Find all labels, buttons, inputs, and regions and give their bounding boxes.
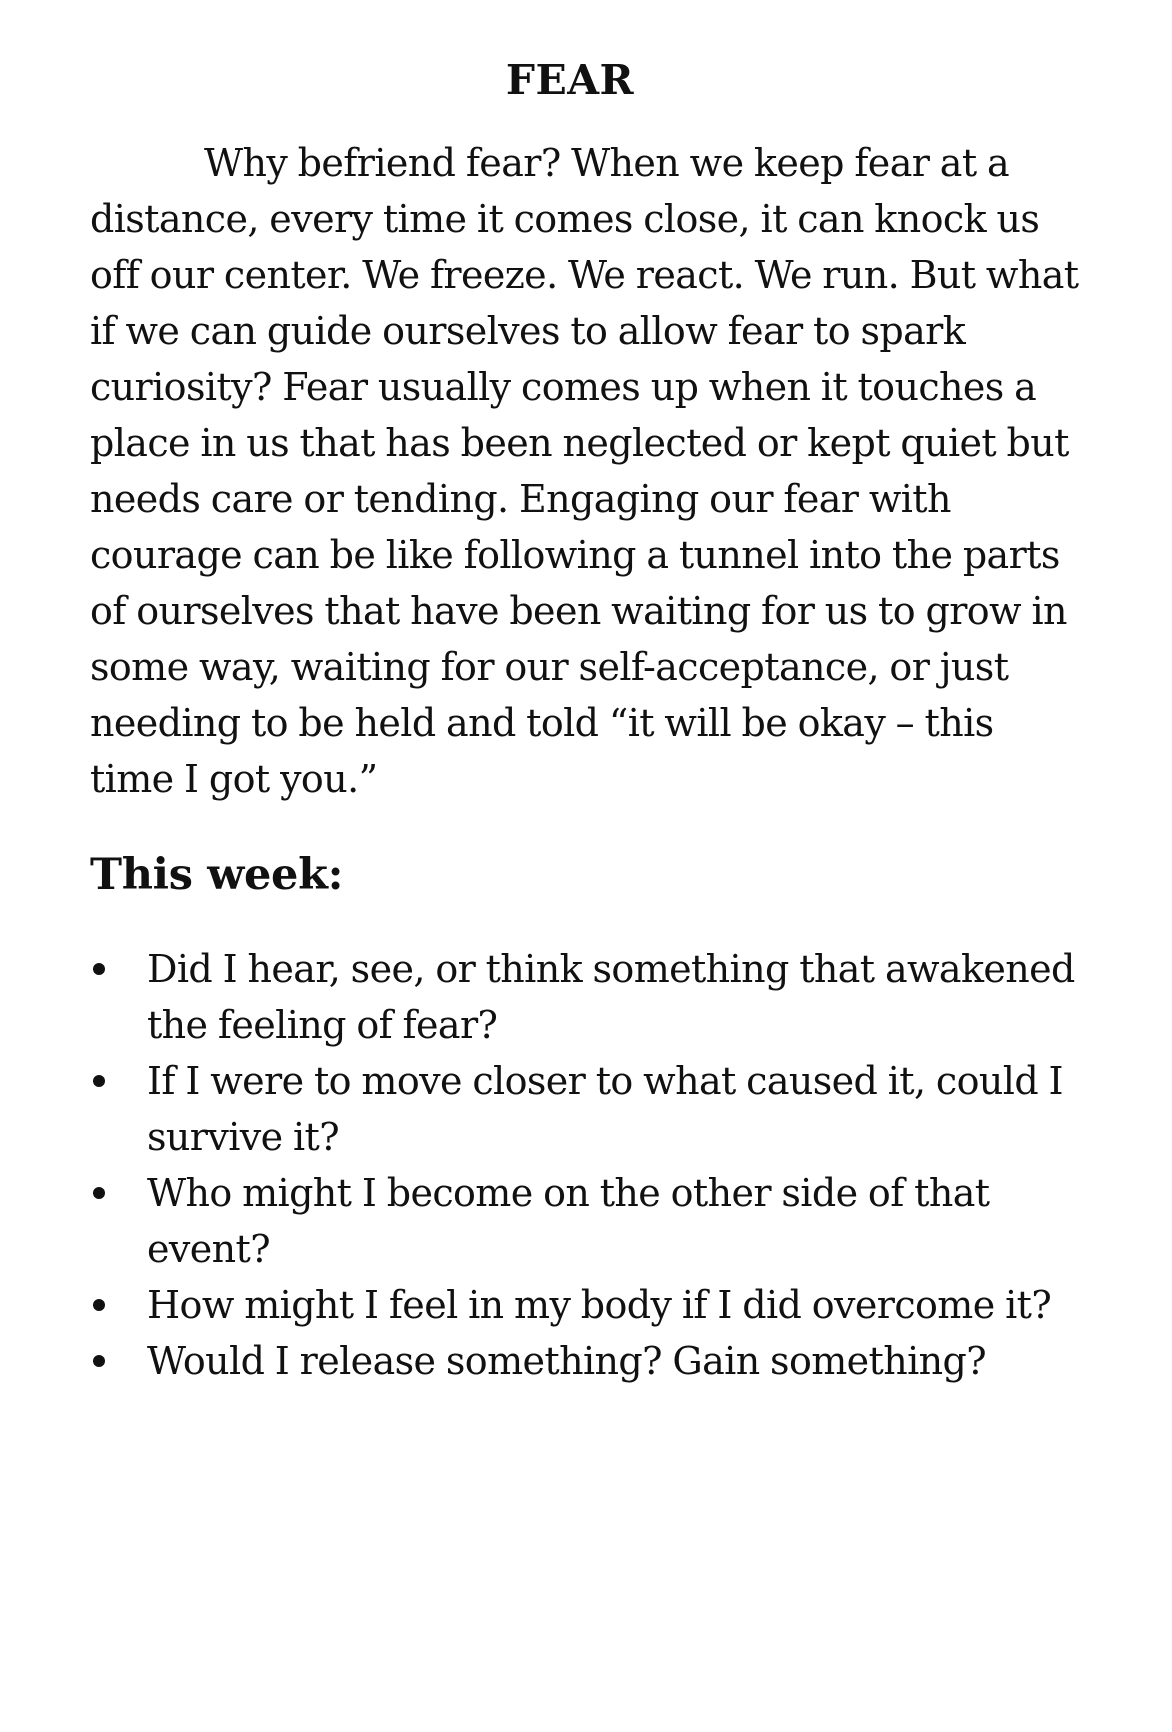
list-item bbox=[90, 1053, 1080, 1165]
list-item bbox=[90, 941, 1080, 1053]
list-item bbox=[90, 1333, 1080, 1389]
bullet-icon bbox=[93, 1187, 105, 1199]
question-list bbox=[90, 941, 1080, 1389]
document-page bbox=[90, 52, 1080, 1389]
page-title: FEAR bbox=[505, 56, 635, 104]
list-item-text: If I were to move closer to what caused it, could I survive it? bbox=[147, 1059, 1063, 1159]
intro-paragraph: Why befriend fear? When we keep fear at a distance, every time it comes close, it can knock us off our center. We freeze. We react. We run. But what if we can guide ourselves to allow fear to spark curiosity? Fear usually comes up when it touches a place in us that has been neglected or kept quiet but needs care or tending. Engaging our fear with courage can be like following a tunnel into the parts of ourselves that have been waiting for us to grow in some way, waiting for our self-acceptance, or just needing to be held and told “it will be okay – this time I got you.” bbox=[90, 141, 1079, 801]
bullet-icon bbox=[93, 1075, 105, 1087]
list-item-text: Did I hear, see, or think something that awakened the feeling of fear? bbox=[147, 947, 1075, 1047]
list-item-text: How might I feel in my body if I did overcome it? bbox=[147, 1283, 1052, 1327]
section-heading: This week: bbox=[90, 850, 344, 900]
bullet-icon bbox=[93, 1355, 105, 1367]
list-item bbox=[90, 1277, 1080, 1333]
bullet-icon bbox=[93, 1299, 105, 1311]
list-item bbox=[90, 1165, 1080, 1277]
list-item-text: Would I release something? Gain something? bbox=[147, 1339, 987, 1383]
list-item-text: Who might I become on the other side of that event? bbox=[147, 1171, 990, 1271]
bullet-icon bbox=[93, 963, 105, 975]
